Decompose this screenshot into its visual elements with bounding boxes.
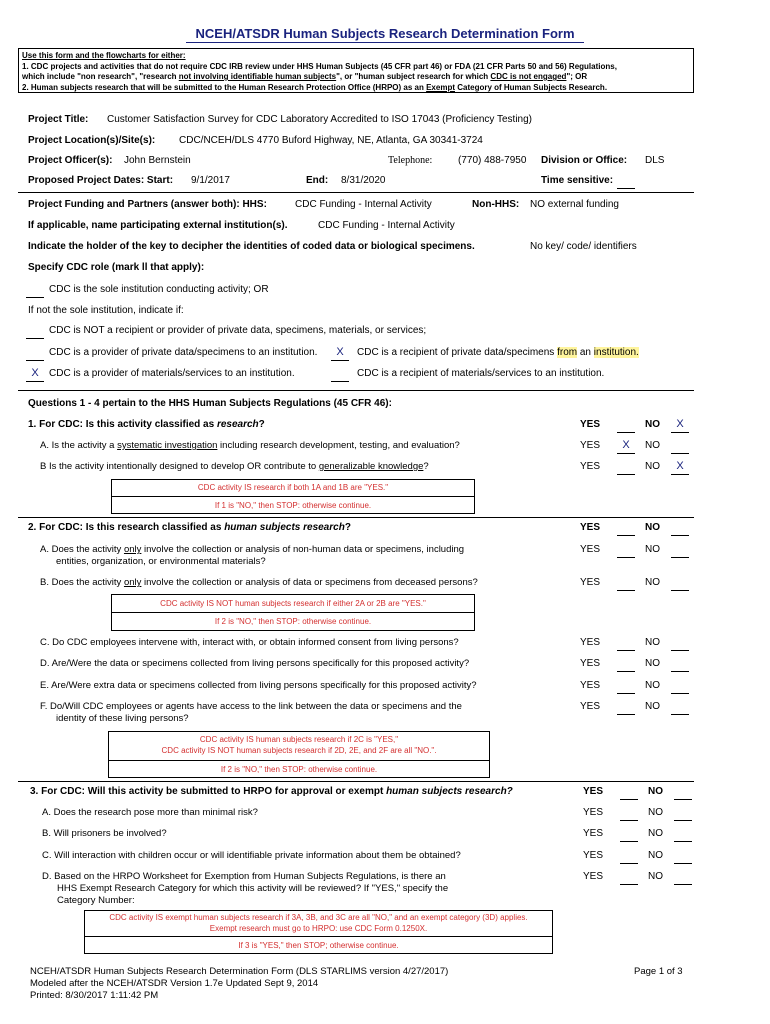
q3d-no-field[interactable] (674, 868, 692, 885)
q3-result-box: CDC activity IS exempt human subjects research if 3A, 3B, and 3C are all "NO," and an exempt category (3D) applies. Exempt research must go to HRPO: use CDC Form 0.1250X. If 3 is "YES," then STOP; otherwise continue. (84, 910, 553, 954)
q3d-no-label: NO (648, 871, 663, 882)
q1-text: 1. For CDC: Is this activity classified as research? (28, 419, 265, 430)
project-title-label: Project Title: (28, 114, 89, 125)
q2-result-box: CDC activity IS human subjects research if 2C is "YES," CDC activity IS NOT human subjects research if 2D, 2E, and 2F are all "NO.". If 2 is "NO," then STOP: otherwise continue. (108, 731, 490, 778)
end-date-label: End: (306, 175, 329, 186)
q1-instruction-box: CDC activity IS research if both 1A and 1B are "YES." If 1 is "NO," then STOP: otherwise continue. (111, 479, 475, 514)
section-divider (18, 781, 694, 782)
page-title: NCEH/ATSDR Human Subjects Research Determination Form (195, 26, 575, 41)
q3d-text: D. Based on the HRPO Worksheet for Exemption from Human Subjects Regulations, is there an (42, 871, 446, 882)
q2b-yes-label: YES (580, 577, 601, 588)
q3a-text: A. Does the research pose more than minimal risk? (42, 807, 258, 818)
q2b-no-label: NO (645, 577, 660, 588)
q2d-yes-field[interactable] (617, 655, 635, 672)
q3a-yes-field[interactable] (620, 804, 638, 821)
q3d-yes-field[interactable] (620, 868, 638, 885)
funding-hhs-value[interactable]: CDC Funding - Internal Activity (295, 199, 432, 210)
q2f-text-cont: identity of these living persons? (56, 713, 189, 724)
q3d-text-cont: HHS Exempt Research Category for which this activity will be reviewed? If "YES," specify the (57, 883, 449, 894)
title-underline (186, 42, 584, 43)
funding-label: Project Funding and Partners (answer both): HHS: (28, 199, 267, 210)
sole-institution-checkbox[interactable] (26, 281, 44, 298)
q3c-no-label: NO (648, 850, 663, 861)
q3-yes-label: YES (583, 786, 604, 797)
q3a-no-field[interactable] (674, 804, 692, 821)
q2a-yes-label: YES (580, 544, 601, 555)
q2c-no-label: NO (645, 637, 660, 648)
q3c-no-field[interactable] (674, 847, 692, 864)
q2c-yes-label: YES (580, 637, 601, 648)
telephone-value[interactable]: (770) 488-7950 (458, 155, 527, 166)
q1-no-field[interactable]: X (671, 416, 689, 433)
q1b-yes-label: YES (580, 461, 601, 472)
questions-header: Questions 1 - 4 pertain to the HHS Human Subjects Regulations (45 CFR 46): (28, 398, 392, 409)
q3c-yes-field[interactable] (620, 847, 638, 864)
q2a-yes-field[interactable] (617, 541, 635, 558)
q2a-text-cont: entities, organization, or environmental materials? (56, 556, 266, 567)
q2f-text: F. Do/Will CDC employees or agents have access to the link between the data or specimens and the (40, 701, 462, 712)
division-value[interactable]: DLS (645, 155, 665, 166)
q2b-yes-field[interactable] (617, 574, 635, 591)
sole-institution-text: CDC is the sole institution conducting activity; OR (49, 284, 269, 295)
q2-yes-label: YES (580, 522, 601, 533)
provider-materials-text: CDC is a provider of materials/services to an institution. (49, 368, 295, 379)
q3c-text: C. Will interaction with children occur or will identifiable private information about them be obtained? (42, 850, 461, 861)
q1b-no-field[interactable]: X (671, 458, 689, 475)
section-divider (18, 517, 694, 518)
q1b-yes-field[interactable] (617, 458, 635, 475)
q2a-text: A. Does the activity only involve the collection or analysis of non-human data or specimens, including (40, 544, 465, 555)
recipient-materials-text: CDC is a recipient of materials/services to an institution. (357, 368, 605, 379)
q3b-no-field[interactable] (674, 825, 692, 842)
q3b-text: B. Will prisoners be involved? (42, 828, 167, 839)
q2e-yes-label: YES (580, 680, 601, 691)
q1a-no-label: NO (645, 440, 660, 451)
footer (30, 966, 448, 1002)
q1b-no-label: NO (645, 461, 660, 472)
q2c-text: C. Do CDC employees intervene with, interact with, or obtain informed consent from living persons? (40, 637, 459, 648)
q3a-no-label: NO (648, 807, 663, 818)
project-officer-label: Project Officer(s): (28, 155, 113, 166)
footer-printed: Printed: 8/30/2017 1:11:42 PM (30, 990, 159, 1001)
q3-yes-field[interactable] (620, 783, 638, 800)
intro-line2: 1. CDC projects and activities that do not require CDC IRB review under HHS Human Subjects (45 CFR part 46) or FDA (21 CFR Parts 50 and 56) Regulations, (22, 61, 617, 71)
intro-line3: which include "non research", "research not involving identifiable human subjects", or "human subject research for which CDC is not engaged"; OR (22, 72, 588, 81)
q2b-text: B. Does the activity only involve the collection or analysis of data or specimens from deceased persons? (40, 577, 478, 588)
q2c-yes-field[interactable] (617, 634, 635, 651)
not-recipient-text: CDC is NOT a recipient or provider of private data, specimens, materials, or services; (49, 325, 427, 336)
q2b-no-field[interactable] (671, 574, 689, 591)
q2a-no-label: NO (645, 544, 660, 555)
q3b-yes-field[interactable] (620, 825, 638, 842)
q3b-no-label: NO (648, 828, 663, 839)
q2f-yes-label: YES (580, 701, 601, 712)
q2-yes-field[interactable] (617, 519, 635, 536)
q1a-yes-field[interactable]: X (617, 437, 635, 454)
start-date-value[interactable]: 9/1/2017 (191, 175, 230, 186)
provider-private-checkbox[interactable] (26, 344, 44, 361)
q2e-no-field[interactable] (671, 677, 689, 694)
q3d-category-label: Category Number: (57, 895, 135, 906)
partners-label: If applicable, name participating external institution(s). (28, 220, 288, 231)
q3c-yes-label: YES (583, 850, 604, 861)
q2-text: 2. For CDC: Is this research classified as human subjects research? (28, 522, 351, 533)
q2d-text: D. Are/Were the data or specimens collected from living persons specifically for this proposed activity? (40, 658, 470, 669)
not-sole-text: If not the sole institution, indicate if: (28, 305, 184, 316)
q2d-no-label: NO (645, 658, 660, 669)
time-sensitive-label: Time sensitive: (541, 175, 614, 186)
project-title-value[interactable]: Customer Satisfaction Survey for CDC Laboratory Accredited to ISO 17043 (Proficiency Testing) (107, 114, 533, 125)
q1a-no-field[interactable] (671, 437, 689, 454)
q3-text: 3. For CDC: Will this activity be submitted to HRPO for approval or exempt human subjects research? (30, 786, 513, 797)
nonhhs-value[interactable]: NO external funding (530, 199, 619, 210)
q2e-text: E. Are/Were extra data or specimens collected from living persons specifically for this proposed activity? (40, 680, 477, 691)
q2e-yes-field[interactable] (617, 677, 635, 694)
q2f-yes-field[interactable] (617, 698, 635, 715)
recipient-private-text: CDC is a recipient of private data/specimens from an institution. (357, 347, 639, 358)
q3b-yes-label: YES (583, 828, 604, 839)
q1-no-label: NO (645, 419, 660, 430)
recipient-materials-checkbox[interactable] (331, 365, 349, 382)
not-recipient-checkbox[interactable] (26, 322, 44, 339)
recipient-private-checkbox[interactable]: X (331, 344, 349, 361)
dates-label: Proposed Project Dates: Start: (28, 175, 174, 186)
q2-no-field[interactable] (671, 519, 689, 536)
q1-yes-label: YES (580, 419, 601, 430)
q1-yes-field[interactable] (617, 416, 635, 433)
page-number: Page 1 of 3 (634, 966, 683, 977)
time-sensitive-field[interactable] (617, 172, 635, 189)
instructions-box (18, 48, 694, 93)
end-date-value[interactable]: 8/31/2020 (341, 175, 386, 186)
q2e-no-label: NO (645, 680, 660, 691)
q1a-text: A. Is the activity a systematic investigation including research development, testing, and evaluation? (40, 440, 460, 451)
q3d-yes-label: YES (583, 871, 604, 882)
key-holder-value[interactable]: No key/ code/ identifiers (530, 241, 637, 252)
project-location-label: Project Location(s)/Site(s): (28, 135, 156, 146)
provider-private-text: CDC is a provider of private data/specimens to an institution. (49, 347, 318, 358)
project-location-value[interactable]: CDC/NCEH/DLS 4770 Buford Highway, NE, Atlanta, GA 30341-3724 (179, 135, 483, 146)
project-officer-value[interactable]: John Bernstein (124, 155, 191, 166)
q2c-no-field[interactable] (671, 634, 689, 651)
section-divider (18, 390, 694, 391)
footer-version: NCEH/ATSDR Human Subjects Research Determination Form (DLS STARLIMS version 4/27/2017) (30, 966, 449, 977)
footer-modeled: Modeled after the NCEH/ATSDR Version 1.7e Updated Sept 9, 2014 (30, 978, 319, 989)
partners-value[interactable]: CDC Funding - Internal Activity (318, 220, 455, 231)
q3-no-label: NO (648, 786, 663, 797)
provider-materials-checkbox[interactable]: X (26, 365, 44, 382)
q3-no-field[interactable] (674, 783, 692, 800)
telephone-label: Telephone: (388, 155, 433, 166)
q2f-no-label: NO (645, 701, 660, 712)
q2d-no-field[interactable] (671, 655, 689, 672)
q3a-yes-label: YES (583, 807, 604, 818)
section-divider (18, 192, 694, 193)
q2a-no-field[interactable] (671, 541, 689, 558)
q2-no-label: NO (645, 522, 660, 533)
q2f-no-field[interactable] (671, 698, 689, 715)
q1b-text: B Is the activity intentionally designed to develop OR contribute to generalizable knowledge? (40, 461, 429, 472)
key-holder-label: Indicate the holder of the key to decipher the identities of coded data or biological specimens. (28, 241, 475, 252)
q1a-yes-label: YES (580, 440, 601, 451)
division-label: Division or Office: (541, 155, 628, 166)
intro-line1: Use this form and the flowcharts for either: (22, 51, 186, 60)
nonhhs-label: Non-HHS: (472, 199, 520, 210)
q2d-yes-label: YES (580, 658, 601, 669)
intro-line4: 2. Human subjects research that will be submitted to the Human Research Protection Office (HRPO) as an Exempt Category of Human Subjects Research. (22, 82, 608, 92)
q2-instruction-box: CDC activity IS NOT human subjects research if either 2A or 2B are "YES." If 2 is "NO," then STOP: otherwise continue. (111, 594, 475, 631)
cdc-role-label: Specify CDC role (mark ll that apply): (28, 262, 205, 273)
